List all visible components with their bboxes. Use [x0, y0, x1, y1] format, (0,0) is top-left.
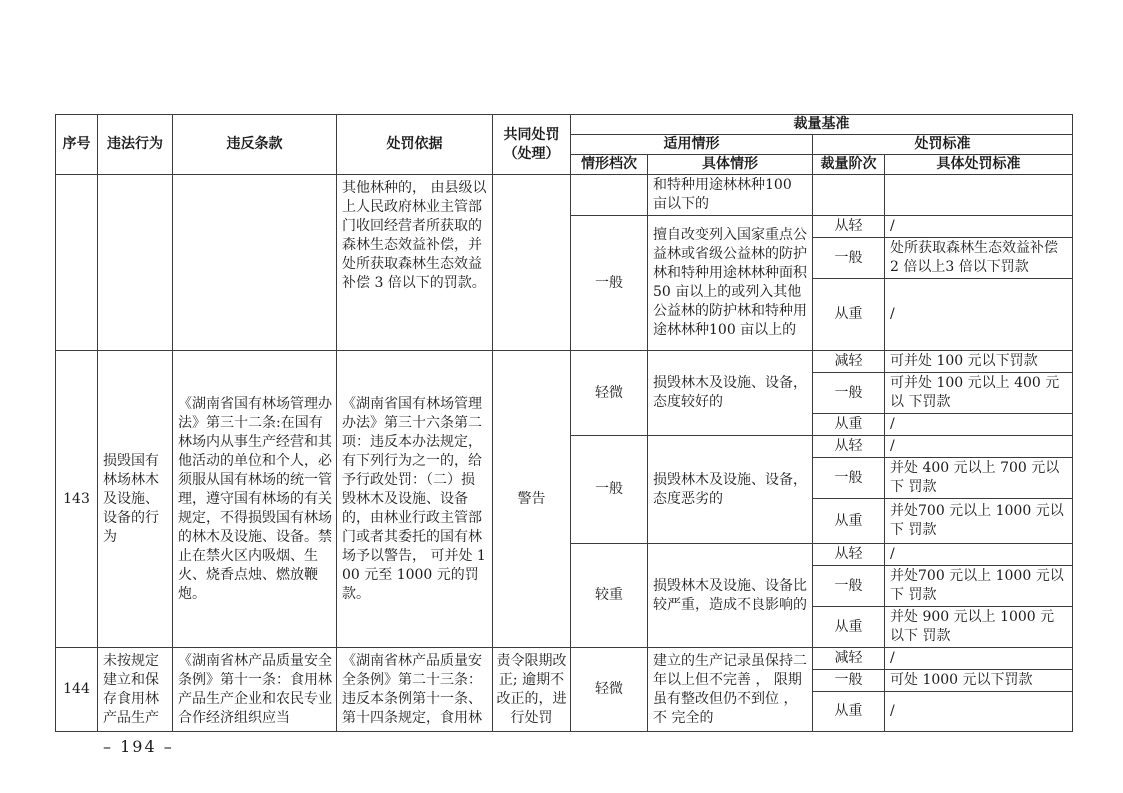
header-cailiang-jieci: 裁量阶次	[813, 155, 885, 175]
r144-g1-jieci-3: 从重	[813, 692, 885, 732]
r143-g2-jieci-3: 从重	[813, 499, 885, 544]
page-number: – 194 –	[103, 737, 174, 756]
r143-g2-biaozhun-1: /	[885, 436, 1073, 458]
r143-g1-jieci-1: 减轻	[813, 351, 885, 373]
table-row	[56, 648, 1073, 670]
header-xuhao: 序号	[56, 115, 98, 175]
r144-g1-jieci-2: 一般	[813, 670, 885, 692]
r144-tiaokuan: 《湖南省林产品质量安全条例》第十一条：食用林产品生产企业和农民专业合作经济组织应当	[173, 648, 337, 732]
r143-g1-biaozhun-1: 可并处 100 元以下罚款	[885, 351, 1073, 373]
r143-g1-biaozhun-3: /	[885, 414, 1073, 436]
header-shiyong-qingxing: 适用情形	[571, 135, 813, 155]
cont-qingxing-tail: 和特种用途林林种100 亩以下的	[648, 175, 813, 216]
header-chufa-biaozhun: 处罚标准	[813, 135, 1073, 155]
r143-g3-jieci-1: 从轻	[813, 544, 885, 566]
cont-jieci-empty	[813, 175, 885, 216]
cont-dangci-empty	[571, 175, 648, 216]
r143-g2-qingxing: 损毁林木及设施、设备，态度恶劣的	[648, 436, 813, 544]
header-qingxing-dangci: 情形档次	[571, 155, 648, 175]
r143-g3-biaozhun-1: /	[885, 544, 1073, 566]
r144-g1-dangci: 轻微	[571, 648, 648, 732]
cont-biaozhun-2: 处所获取森林生态效益补偿 2 倍以上3 倍以下罚款	[885, 238, 1073, 279]
r143-g1-biaozhun-2: 可并处 100 元以上 400 元以 下罚款	[885, 373, 1073, 414]
table-row	[56, 175, 1073, 216]
r144-gongtong: 责令限期改正; 逾期不改正的，进行处罚	[493, 648, 571, 732]
r144-g1-qingxing: 建立的生产记录虽保持二年以上但不完善 ， 限期 虽有整改但仍不到位 ， 不 完全的	[648, 648, 813, 732]
header-row-1	[56, 115, 1073, 135]
header-weifan-tiaokuan: 违反条款	[173, 115, 337, 175]
header-gongtong-chufa: 共同处罚（处理）	[493, 115, 571, 175]
r143-g2-jieci-1: 从轻	[813, 436, 885, 458]
r143-g2-biaozhun-3: 并处700 元以上 1000 元以下 罚款	[885, 499, 1073, 544]
r144-g1-biaozhun-1: /	[885, 648, 1073, 670]
r143-xuhao: 143	[56, 351, 98, 648]
r143-g3-biaozhun-3: 并处 900 元以上 1000 元以下 罚款	[885, 607, 1073, 648]
cont-xuhao-empty	[56, 175, 98, 351]
r143-g1-qingxing: 损毁林木及设施、设备，态度较好的	[648, 351, 813, 436]
r143-weifa: 损毁国有林场林木及设施、设备的行为	[98, 351, 173, 648]
header-weifa-xingwei: 违法行为	[98, 115, 173, 175]
cont-biaozhun-empty	[885, 175, 1073, 216]
header-juti-chufa-biaozhun: 具体处罚标准	[885, 155, 1073, 175]
cont-jieci-2: 一般	[813, 238, 885, 279]
r143-tiaokuan: 《湖南省国有林场管理办法》第三十二条:在国有林场内从事生产经营和其他活动的单位和个人，必须服从国有林场的统一管理，遵守国有林场的有关规定，不得损毁国有林场的林木及设施、设备。禁止在禁火区内吸烟、生火、烧香点烛、燃放鞭炮。	[173, 351, 337, 648]
header-cailiang-jizhun: 裁量基准	[571, 115, 1073, 135]
cont-jieci-1: 从轻	[813, 216, 885, 238]
r143-g2-biaozhun-2: 并处 400 元以上 700 元以下 罚款	[885, 458, 1073, 499]
cont-gongtong-empty	[493, 175, 571, 351]
cont-biaozhun-1: /	[885, 216, 1073, 238]
r144-xuhao: 144	[56, 648, 98, 732]
r143-g3-biaozhun-2: 并处700 元以上 1000 元以下 罚款	[885, 566, 1073, 607]
r144-yiju: 《湖南省林产品质量安全条例》第二十三条：违反本条例第十一条、第十四条规定，食用林	[337, 648, 493, 732]
table-row	[56, 351, 1073, 373]
header-juti-qingxing: 具体情形	[648, 155, 813, 175]
r143-g2-jieci-2: 一般	[813, 458, 885, 499]
cont-weifa-empty	[98, 175, 173, 351]
cont-jieci-3: 从重	[813, 279, 885, 351]
r143-gongtong: 警告	[493, 351, 571, 648]
r143-g1-jieci-2: 一般	[813, 373, 885, 414]
header-chufa-yiju: 处罚依据	[337, 115, 493, 175]
r143-g3-jieci-3: 从重	[813, 607, 885, 648]
r143-g2-dangci: 一般	[571, 436, 648, 544]
r144-g1-biaozhun-3: /	[885, 692, 1073, 732]
penalty-discretion-table	[55, 114, 1073, 732]
r143-g1-jieci-3: 从重	[813, 414, 885, 436]
r144-g1-jieci-1: 减轻	[813, 648, 885, 670]
r143-g3-qingxing: 损毁林木及设施、设备比较严重，造成不良影响的	[648, 544, 813, 648]
r143-g3-dangci: 较重	[571, 544, 648, 648]
cont-dangci: 一般	[571, 216, 648, 351]
cont-chufa-yiju: 其他林种的， 由县级以 上人民政府林业主管部 门收回经营者所获取的 森林生态效益补偿，并 处所获取森林生态效益 补偿 3 倍以下的罚款。	[337, 175, 493, 351]
r144-weifa: 未按规定建立和保存食用林产品生产	[98, 648, 173, 732]
r143-g3-jieci-2: 一般	[813, 566, 885, 607]
r143-g1-dangci: 轻微	[571, 351, 648, 436]
cont-biaozhun-3: /	[885, 279, 1073, 351]
cont-tiaokuan-empty	[173, 175, 337, 351]
r144-g1-biaozhun-2: 可处 1000 元以下罚款	[885, 670, 1073, 692]
cont-qingxing-main: 擅自改变列入国家重点公益林或省级公益林的防护林和特种用途林林种面积 50 亩以上的或列入其他公益林的防护林和特种用途林林种100 亩以上的	[648, 216, 813, 351]
r143-yiju: 《湖南省国有林场管理办法》第三十六条第二项：违反本办法规定，有下列行为之一的，给予行政处罚：（二）损毁林木及设施、设备的，由林业行政主管部门或者其委托的国有林场予以警告， 可并处 100 元至 1000 元的罚款。	[337, 351, 493, 648]
